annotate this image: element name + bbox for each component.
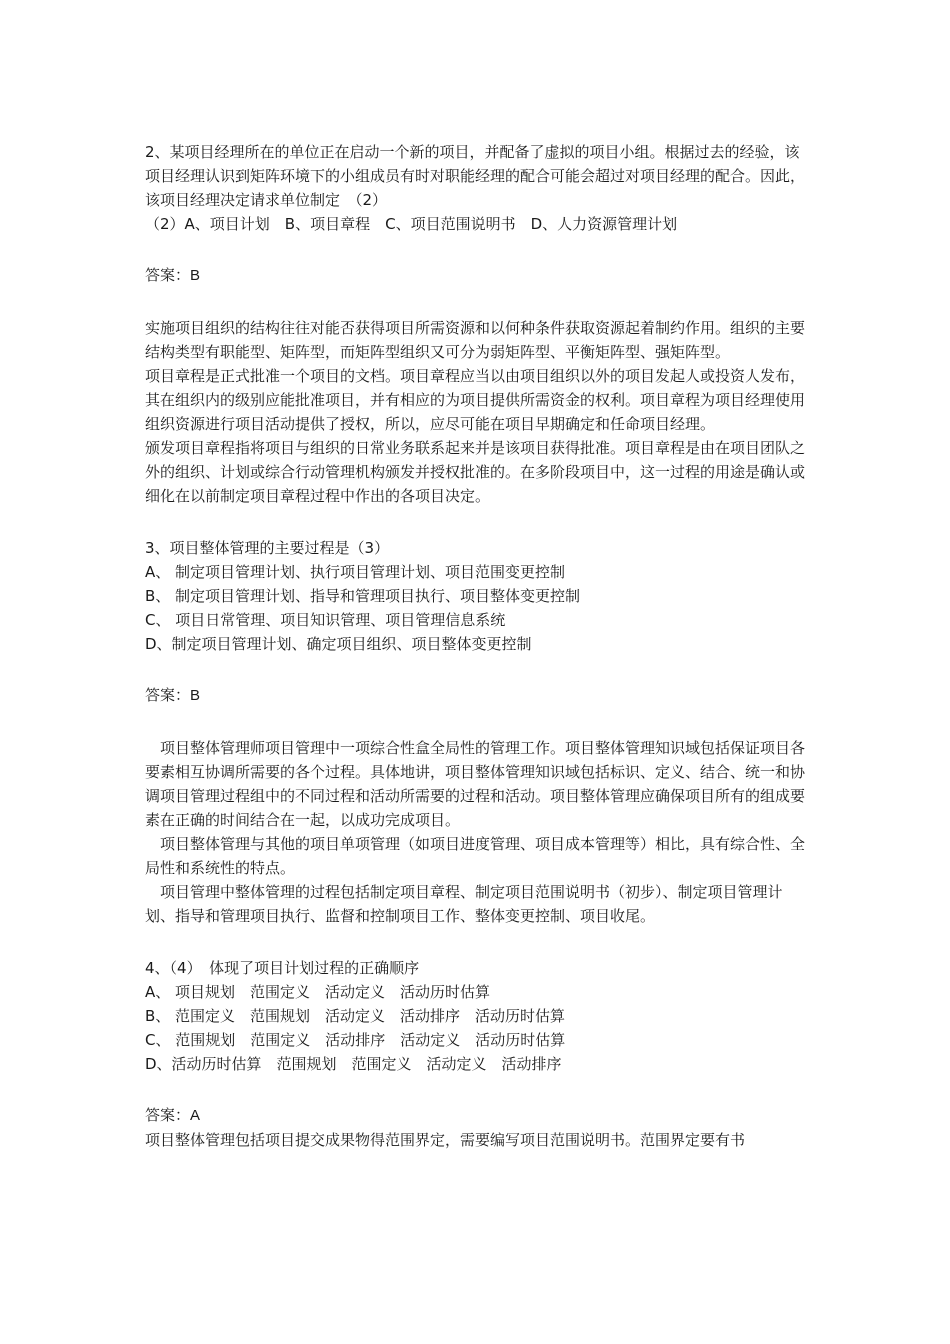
question-3-option-b: B、 制定项目管理计划、指导和管理项目执行、项目整体变更控制 [145,587,581,605]
question-2 [145,140,810,508]
question-2-stem: 2、某项目经理所在的单位正在启动一个新的项目，并配备了虚拟的项目小组。根据过去的经验，该项目经理认识到矩阵环境下的小组成员有时对职能经理的配合可能会超过对项目经理的配合。因此，该项目经理决定请求单位制定 （2） [145,143,806,209]
question-3-option-d: D、制定项目管理计划、确定项目组织、项目整体变更控制 [145,635,532,653]
question-3-explanation-1: 项目整体管理师项目管理中一项综合性盒全局性的管理工作。项目整体管理知识域包括保证项目各要素相互协调所需要的各个过程。具体地讲，项目整体管理知识域包括标识、定义、结合、统一和协调项目管理过程组中的不同过程和活动所需要的过程和活动。项目整体管理应确保项目所有的组成要素在正确的时间结合在一起，以成功完成项目。 [145,739,806,829]
question-3-option-a: A、 制定项目管理计划、执行项目管理计划、项目范围变更控制 [145,563,566,581]
question-4-stem: 4、（4） 体现了项目计划过程的正确顺序 [145,959,420,977]
question-4-explanation-1: 项目整体管理包括项目提交成果物得范围界定，需要编写项目范围说明书。范围界定要有书 [145,1131,746,1149]
question-2-answer: 答案：B [145,267,201,284]
question-3-explanation-3: 项目管理中整体管理的过程包括制定项目章程、制定项目范围说明书（初步）、制定项目管理计划、指导和管理项目执行、监督和控制项目工作、整体变更控制、项目收尾。 [145,883,783,925]
question-4-option-c: C、 范围规划 范围定义 活动排序 活动定义 活动历时估算 [145,1031,566,1049]
question-2-options: （2）A、项目计划 B、项目章程 C、项目范围说明书 D、人力资源管理计划 [145,215,678,233]
question-3-stem: 3、项目整体管理的主要过程是（3） [145,539,390,557]
document-page [145,140,810,1152]
question-3-option-c: C、 项目日常管理、项目知识管理、项目管理信息系统 [145,611,506,629]
question-4-option-b: B、 范围定义 范围规划 活动定义 活动排序 活动历时估算 [145,1007,566,1025]
question-4-option-d: D、活动历时估算 范围规划 范围定义 活动定义 活动排序 [145,1055,562,1073]
question-3-answer: 答案：B [145,687,201,704]
question-2-explanation-1: 实施项目组织的结构往往对能否获得项目所需资源和以何种条件获取资源起着制约作用。组织的主要结构类型有职能型、矩阵型，而矩阵型组织又可分为弱矩阵型、平衡矩阵型、强矩阵型。 [145,319,806,361]
question-3 [145,536,810,928]
question-2-explanation-3: 颁发项目章程指将项目与组织的日常业务联系起来并是该项目获得批准。项目章程是由在项目团队之外的组织、计划或综合行动管理机构颁发并授权批准的。在多阶段项目中，这一过程的用途是确认或细化在以前制定项目章程过程中作出的各项目决定。 [145,439,806,505]
question-4 [145,956,810,1152]
question-2-explanation-2: 项目章程是正式批准一个项目的文档。项目章程应当以由项目组织以外的项目发起人或投资人发布，其在组织内的级别应能批准项目，并有相应的为项目提供所需资金的权利。项目章程为项目经理使用组织资源进行项目活动提供了授权，所以，应尽可能在项目早期确定和任命项目经理。 [145,367,806,433]
question-4-answer: 答案：A [145,1107,201,1124]
question-4-option-a: A、 项目规划 范围定义 活动定义 活动历时估算 [145,983,491,1001]
question-3-explanation-2: 项目整体管理与其他的项目单项管理（如项目进度管理、项目成本管理等）相比，具有综合性、全局性和系统性的特点。 [145,835,806,877]
